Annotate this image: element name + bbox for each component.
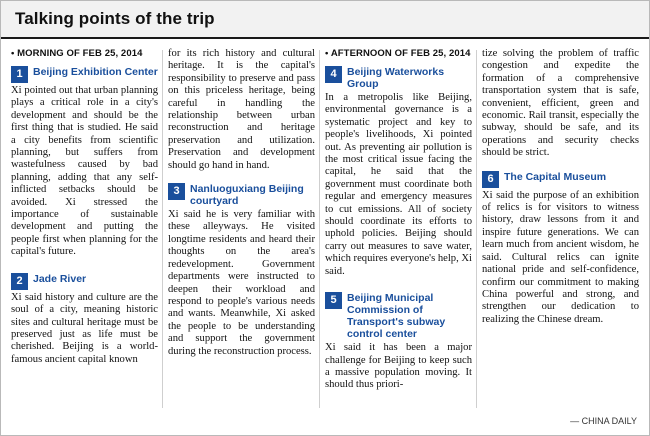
talking-point-2	[11, 272, 158, 366]
talking-point-2-text-continued: for its rich history and cultural heritage. It is the capital's responsibility to preserve and pass on this priceless heritage, being careful in handling the relationship between urban reconstruction and heritage preservation and utilization. Preservation and development should go hand in hand.	[168, 48, 315, 171]
talking-point-2-number: 2	[11, 273, 28, 290]
talking-point-4-header	[325, 65, 472, 90]
talking-point-1-header	[11, 65, 158, 83]
column-divider	[476, 50, 477, 408]
column-1-kicker: • MORNING OF FEB 25, 2014	[11, 48, 143, 59]
talking-point-3-number: 3	[168, 183, 185, 200]
column-2	[168, 48, 325, 411]
talking-point-5-text-continued: tize solving the problem of traffic congestion and expedite the formation of a comprehensive transportation system that is safe, convenient, efficient, green and economic. Rail transit, especially the subway, should be safe, and its operations and security checks should be strict.	[482, 48, 639, 159]
talking-point-3-title: Nanluoguxiang Beijing courtyard	[190, 183, 304, 208]
talking-point-4-text: In a metropolis like Beijing, environmental governance is a systematic project and key to people's livelihoods, Xi pointed out. As preventing air pollution is the most critical issue facing the capital, he said that the government must coordinate both regular and emergency measures to cut emissions. All of society should coordinate its efforts to uphold policies. Beijing should carry out measures to save water, which requires everyone's help, Xi said.	[325, 92, 472, 277]
talking-point-4	[325, 65, 472, 278]
column-divider	[319, 50, 320, 408]
column-1	[11, 48, 168, 411]
title-bar	[1, 1, 649, 39]
column-3	[325, 48, 482, 411]
column-divider	[162, 50, 163, 408]
talking-point-5-text: Xi said it has been a major challenge for Beijing to keep such a massive population moving. It should thus priori-	[325, 342, 472, 391]
column-3-kicker: • AFTERNOON OF FEB 25, 2014	[325, 48, 471, 59]
talking-point-1-text: Xi pointed out that urban planning plays a critical role in a city's development and should be the first thing that is studied. He said a city benefits from scientific planning, but suffers from wastefulness caused by bad planning, adding that any self-inflicted setbacks should be avoided. Xi stressed the importance of sustainable development and putting the people first when planning for the capital's future.	[11, 85, 158, 258]
talking-point-1-number: 1	[11, 66, 28, 83]
talking-point-6-header	[482, 170, 639, 188]
talking-point-5-title: Beijing Municipal Commission of Transport's subway control center	[347, 292, 446, 341]
source-credit: — CHINA DAILY	[570, 416, 637, 426]
talking-point-5-header	[325, 291, 472, 340]
talking-point-5	[325, 291, 472, 392]
talking-point-4-title: Beijing Waterworks Group	[347, 66, 445, 90]
talking-point-2-header	[11, 272, 158, 290]
talking-point-2-text: Xi said history and culture are the soul of a city, meaning historic sites and cultural heritage must be preserved just as life must be cherished. Beijing is a world-famous ancient capital known	[11, 291, 158, 365]
talking-point-2-title: Jade River	[33, 272, 87, 285]
talking-point-6-title: The Capital Museum	[504, 170, 607, 183]
talking-point-3-header	[168, 182, 315, 207]
column-4	[482, 48, 639, 411]
page-title: Talking points of the trip	[15, 9, 215, 28]
talking-point-6-text: Xi said the purpose of an exhibition of relics is for visitors to witness history, draw lessons from it and inspire future generations. We can learn much from ancient wisdom, he said. Cultural relics can ignite national pride and self-confidence, confirm our commitment to making China powerful and strong, and strengthen our dedication to realizing the Chinese dream.	[482, 189, 639, 325]
talking-point-3-text: Xi said he is very familiar with these alleyways. He visited longtime residents and heard their thoughts on the area's redevelopment. Government departments were instructed to deepen their workload and respond to people's various needs and wants. Meanwhile, Xi asked the people to be understanding and support the government during the reconstruction process.	[168, 209, 315, 357]
talking-point-5-number: 5	[325, 292, 342, 309]
talking-point-1	[11, 65, 158, 259]
columns-container	[1, 39, 649, 411]
talking-point-1-title: Beijing Exhibition Center	[33, 66, 158, 78]
talking-point-6-number: 6	[482, 171, 499, 188]
talking-point-3	[168, 182, 315, 358]
talking-point-4-number: 4	[325, 66, 342, 83]
talking-point-6	[482, 170, 639, 326]
